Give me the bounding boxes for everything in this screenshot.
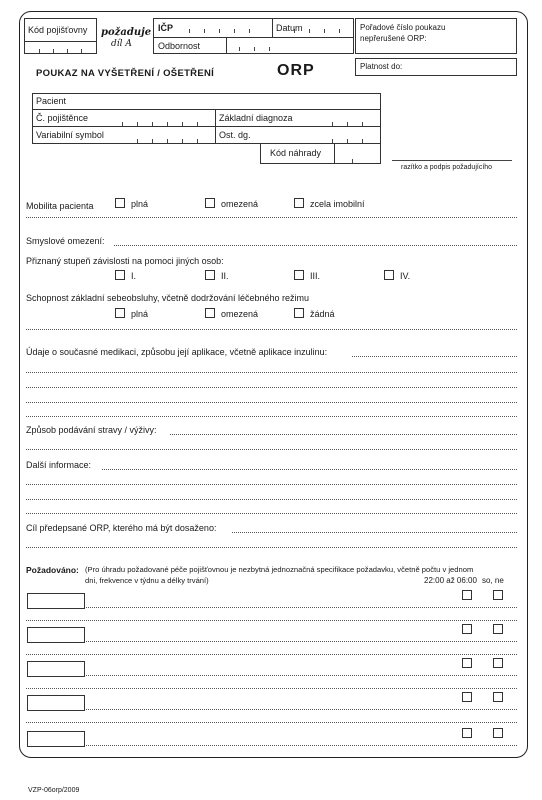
goal-label: Cíl předepsané ORP, kterého má být dosaženo: (26, 523, 217, 533)
serial-label-line1: Pořadové číslo poukazu (360, 23, 446, 32)
dependency-3-checkbox[interactable] (294, 270, 304, 280)
requested-stamp: požaduje (101, 27, 152, 38)
icp-label: IČP (158, 23, 174, 33)
self-care-none-label: žádná (310, 309, 335, 319)
requested-note-line1: (Pro úhradu požadované péče pojišťovnou je nezbytná jednoznačná specifikace požadavku, včetně počtu v jednom (85, 565, 474, 574)
code-box-4[interactable] (27, 695, 85, 711)
weekend-checkbox-3[interactable] (493, 658, 503, 668)
night-checkbox-1[interactable] (462, 590, 472, 600)
other-info-field[interactable] (102, 469, 517, 470)
self-care-line[interactable] (26, 329, 517, 330)
mobility-limited-label: omezená (221, 199, 259, 209)
mobility-label: Mobilita pacienta (26, 201, 94, 211)
col-night-label: 22:00 až 06:00 (424, 576, 477, 585)
dependency-2-checkbox[interactable] (205, 270, 215, 280)
other-info-line-3[interactable] (26, 513, 517, 514)
diet-field[interactable] (170, 434, 517, 435)
code-box-3[interactable] (27, 661, 85, 677)
serial-label-line2: nepřerušené ORP: (360, 34, 427, 43)
code-box-1[interactable] (27, 593, 85, 609)
mobility-limited-checkbox[interactable] (205, 198, 215, 208)
mobility-line[interactable] (26, 217, 517, 218)
other-info-line-1[interactable] (26, 484, 517, 485)
requested-line-3[interactable] (86, 675, 517, 676)
medication-line-4[interactable] (26, 416, 517, 417)
serial-number-box[interactable] (355, 18, 517, 54)
medication-label: Údaje o současné medikaci, způsobu její aplikace, včetně aplikace inzulinu: (26, 347, 328, 357)
col-weekend-label: so, ne (482, 576, 504, 585)
self-care-label: Schopnost základní sebeobsluhy, včetně dodržování léčebného režimu (26, 293, 310, 303)
weekend-checkbox-2[interactable] (493, 624, 503, 634)
weekend-checkbox-5[interactable] (493, 728, 503, 738)
dependency-4-label: IV. (400, 271, 411, 281)
validity-box[interactable] (355, 58, 517, 76)
mobility-full-label: plná (131, 199, 149, 209)
form-title: POUKAZ NA VYŠETŘENÍ / OŠETŘENÍ (36, 68, 215, 79)
requested-note-line2: dni, frekvence v týdnu a délky trvání) (85, 576, 209, 585)
mobility-immobile-checkbox[interactable] (294, 198, 304, 208)
requested-line-4[interactable] (86, 709, 517, 710)
validity-label: Platnost do: (360, 62, 403, 71)
requested-line-5[interactable] (86, 745, 517, 746)
diet-label: Způsob podávání stravy / výživy: (26, 425, 157, 435)
code-box-5[interactable] (27, 731, 85, 747)
medication-line-2[interactable] (26, 387, 517, 388)
icp-box[interactable] (153, 18, 354, 54)
requested-label: Požadováno: (26, 565, 79, 575)
other-info-line-2[interactable] (26, 499, 517, 500)
night-checkbox-5[interactable] (462, 728, 472, 738)
dependency-label: Přiznaný stupeň závislosti na pomoci jiných osob: (26, 256, 224, 266)
compensation-code-label: Kód náhrady (270, 148, 322, 158)
insurance-number-label: Č. pojištěnce (36, 113, 89, 123)
weekend-checkbox-4[interactable] (493, 692, 503, 702)
variable-symbol-label: Variabilní symbol (36, 130, 104, 140)
main-diagnosis-label: Základní diagnoza (219, 113, 293, 123)
other-info-label: Další informace: (26, 460, 92, 470)
night-checkbox-4[interactable] (462, 692, 472, 702)
patient-label: Pacient (36, 96, 67, 106)
form-code: ORP (277, 62, 315, 79)
dependency-4-checkbox[interactable] (384, 270, 394, 280)
self-care-full-checkbox[interactable] (115, 308, 125, 318)
self-care-limited-label: omezená (221, 309, 259, 319)
signature-label: razítko a podpis požadujícího (401, 164, 493, 171)
self-care-full-label: plná (131, 309, 149, 319)
night-checkbox-2[interactable] (462, 624, 472, 634)
sensory-label: Smyslové omezení: (26, 236, 105, 246)
requested-line-2[interactable] (86, 641, 517, 642)
specialty-label: Odbornost (158, 41, 201, 51)
self-care-none-checkbox[interactable] (294, 308, 304, 318)
goal-field[interactable] (232, 532, 517, 533)
goal-line-1[interactable] (26, 547, 517, 548)
requested-subline-2[interactable] (26, 654, 517, 655)
medication-line-3[interactable] (26, 402, 517, 403)
mobility-immobile-label: zcela imobilní (310, 199, 365, 209)
weekend-checkbox-1[interactable] (493, 590, 503, 600)
dependency-1-label: I. (131, 271, 137, 281)
insurer-code-box[interactable] (24, 18, 97, 54)
patient-info-box[interactable] (32, 93, 381, 164)
medication-field[interactable] (352, 356, 517, 357)
medication-line-1[interactable] (26, 372, 517, 373)
part-stamp: díl A (111, 39, 132, 49)
code-box-2[interactable] (27, 627, 85, 643)
requested-subline-1[interactable] (26, 620, 517, 621)
requested-line-1[interactable] (86, 607, 517, 608)
dependency-2-label: II. (221, 271, 229, 281)
other-diagnosis-label: Ost. dg. (219, 130, 251, 140)
dependency-1-checkbox[interactable] (115, 270, 125, 280)
mobility-full-checkbox[interactable] (115, 198, 125, 208)
self-care-limited-checkbox[interactable] (205, 308, 215, 318)
sensory-field[interactable] (114, 245, 517, 246)
form-id: VZP-06orp/2009 (28, 787, 80, 794)
night-checkbox-3[interactable] (462, 658, 472, 668)
diet-line-1[interactable] (26, 449, 517, 450)
requested-subline-4[interactable] (26, 722, 517, 723)
insurer-code-label: Kód pojišťovny (28, 25, 88, 35)
dependency-3-label: III. (310, 271, 321, 281)
requested-subline-3[interactable] (26, 688, 517, 689)
date-label: Datum (276, 23, 303, 33)
